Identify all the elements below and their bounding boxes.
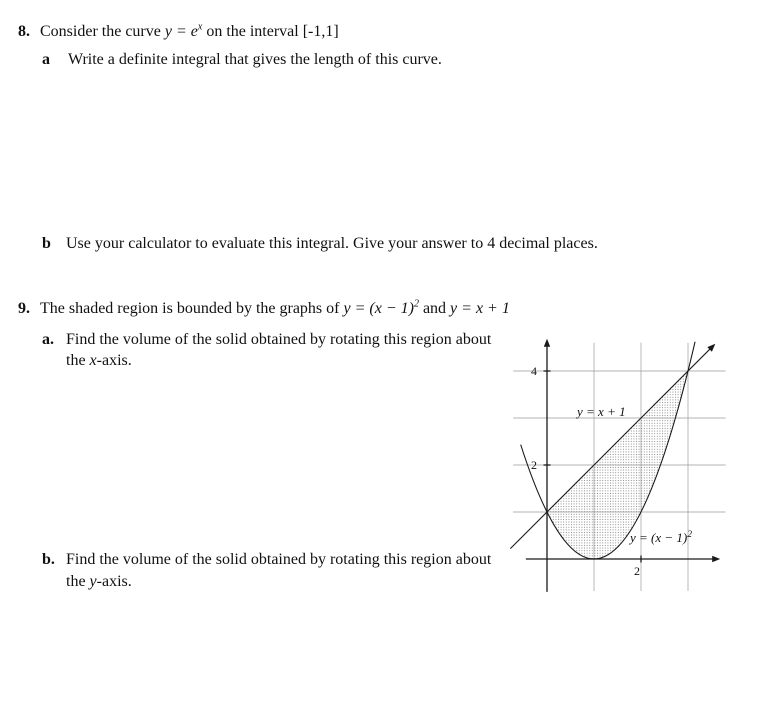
region-graph (503, 334, 743, 596)
problem-9a-axis-suffix: -axis. (96, 352, 132, 369)
problem-9-parabola-equation: y = (x − 1) (343, 300, 414, 317)
problem-8-number: 8. (18, 23, 30, 40)
parabola-equation-label (628, 530, 692, 545)
problem-8a-label: a (42, 51, 50, 68)
problem-8-intro-prefix: Consider the curve (40, 23, 165, 40)
x-axis-tick-label-2: 2 (634, 564, 640, 578)
problem-9a-line1 (42, 330, 491, 349)
plot-layer (510, 339, 725, 592)
problem-9b-axis-suffix: -axis. (96, 573, 132, 590)
problem-9-number: 9. (18, 300, 30, 317)
y-axis-tick-label-2: 2 (531, 458, 537, 472)
problem-9a-axis-var: x (89, 352, 97, 369)
problem-9a-axis-prefix: the (66, 352, 90, 369)
problem-9a-line2 (66, 351, 132, 370)
y-axis-tick-label-4: 4 (531, 364, 537, 378)
problem-8-heading (18, 22, 339, 41)
parabola-label-main: y = (x − 1) (630, 530, 688, 545)
problem-8b (42, 234, 598, 253)
problem-8-curve-equation: y = e (164, 23, 198, 40)
problem-8a-text: Write a definite integral that gives the length of this curve. (68, 51, 442, 68)
problem-8a (42, 50, 442, 69)
problem-8-intro-suffix: on the interval [-1,1] (202, 23, 339, 40)
problem-9a-text: Find the volume of the solid obtained by rotating this region about (66, 331, 492, 348)
problem-9b-axis-prefix: the (66, 573, 90, 590)
problem-8-curve-exponent: x (197, 21, 203, 33)
line-equation-label: y = x + 1 (577, 404, 626, 419)
problem-9-intro-prefix: The shaded region is bounded by the graphs of (40, 300, 344, 317)
problem-9-heading (18, 299, 510, 318)
problem-9b-text: Find the volume of the solid obtained by rotating this region about (66, 551, 492, 568)
problem-9-connector: and (418, 300, 451, 317)
problem-9a-label: a. (42, 331, 54, 348)
parabola-label-sup: 2 (687, 530, 692, 540)
problem-9b-line2 (66, 572, 132, 591)
problem-9-parabola-exponent: 2 (413, 298, 419, 310)
problem-9b-label: b. (42, 551, 55, 568)
problem-9-line-equation: y = x + 1 (450, 300, 510, 317)
problem-8b-text: Use your calculator to evaluate this integral. Give your answer to 4 decimal places. (66, 235, 598, 252)
problem-9b-axis-var: y (89, 573, 97, 590)
problem-9b-line1 (42, 550, 491, 569)
problem-8b-label: b (42, 235, 51, 252)
